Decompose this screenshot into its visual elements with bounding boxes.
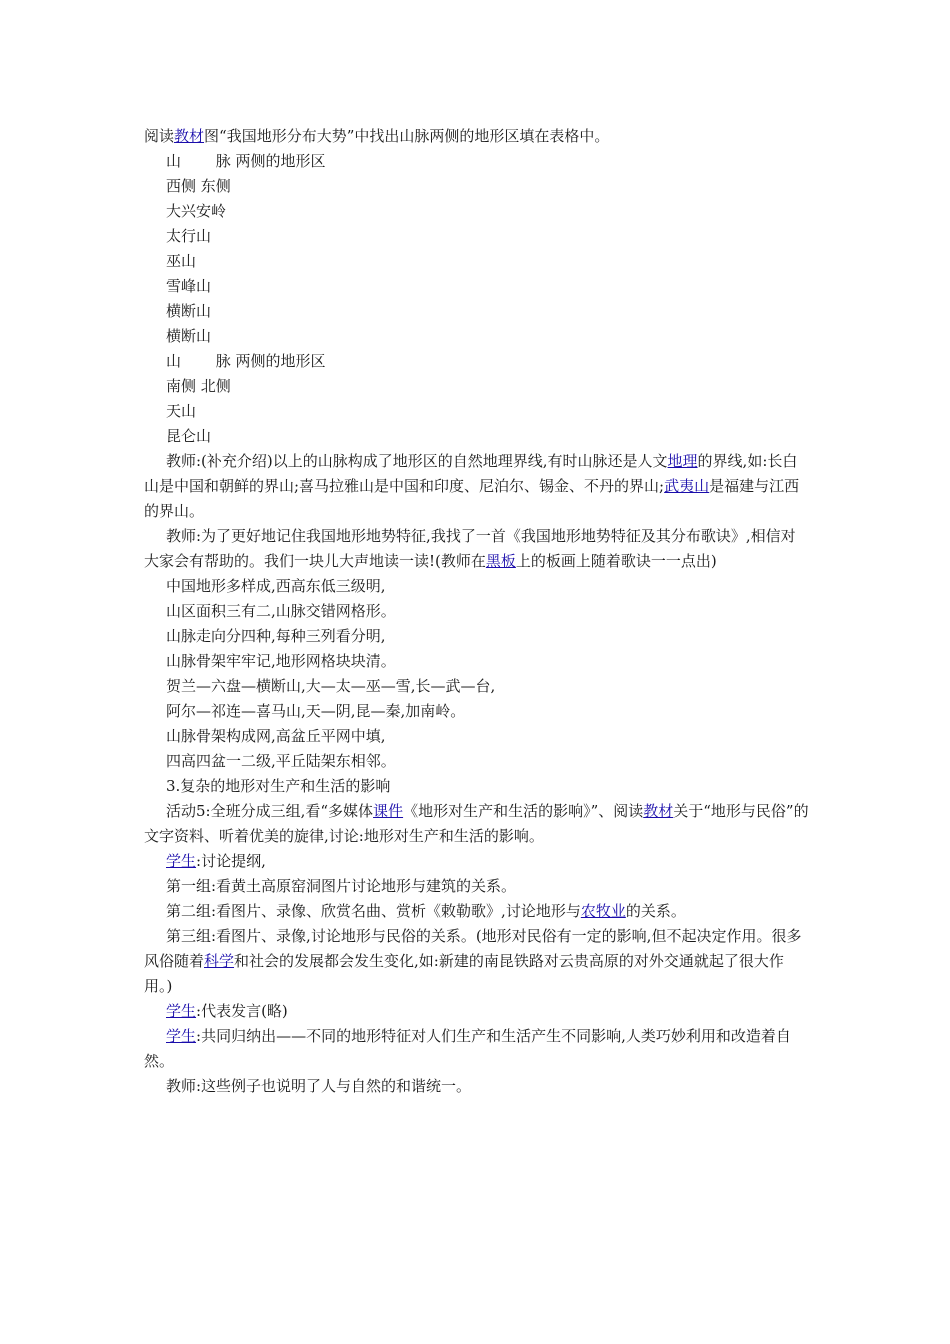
paragraph [144, 224, 810, 249]
keyword-link[interactable]: 学生 [166, 1002, 197, 1020]
paragraph-text: 横断山 [166, 302, 212, 320]
paragraph-text: 上的板画上随着歌诀一一点出) [515, 552, 717, 570]
paragraph [144, 149, 810, 174]
paragraph [144, 899, 810, 924]
paragraph-text: :代表发言(略) [196, 1002, 288, 1020]
paragraph-text: :讨论提纲, [196, 852, 266, 870]
paragraph [144, 674, 810, 699]
paragraph [144, 599, 810, 624]
paragraph-text: 的界线,如:长白山是中国和朝鲜的界山;喜马拉雅山是中国和印度、尼泊尔、锡金、不丹的界山; [144, 452, 798, 495]
keyword-link[interactable]: 教材 [643, 802, 674, 820]
keyword-link[interactable]: 科学 [204, 952, 235, 970]
paragraph-text: 《地形对生产和生活的影响》”、阅读 [403, 802, 644, 820]
paragraph-text: 图“我国地形分布大势”中找出山脉两侧的地形区填在表格中。 [204, 127, 610, 145]
paragraph [144, 774, 810, 799]
paragraph [144, 799, 810, 849]
keyword-link[interactable]: 武夷山 [664, 477, 710, 495]
paragraph-text: 横断山 [166, 327, 212, 345]
keyword-link[interactable]: 教材 [174, 127, 205, 145]
paragraph-text: 3.复杂的地形对生产和生活的影响 [166, 777, 391, 795]
paragraph-text: 阅读 [144, 127, 175, 145]
paragraph-text: 第一组:看黄土高原窑洞图片讨论地形与建筑的关系。 [166, 877, 517, 895]
paragraph-text: 教师:这些例子也说明了人与自然的和谐统一。 [166, 1077, 472, 1095]
keyword-link[interactable]: 学生 [166, 852, 197, 870]
paragraph-text: 中国地形多样成,西高东低三级明, [166, 577, 386, 595]
paragraph-text: 天山 [166, 402, 197, 420]
paragraph [144, 999, 810, 1024]
keyword-link[interactable]: 农牧业 [580, 902, 626, 920]
paragraph-text: 山 脉 两侧的地形区 [166, 152, 326, 170]
paragraph [144, 749, 810, 774]
paragraph [144, 874, 810, 899]
paragraph-text: 大兴安岭 [166, 202, 227, 220]
paragraph [144, 849, 810, 874]
paragraph-text: 雪峰山 [166, 277, 212, 295]
paragraph-text: 活动5:全班分成三组,看“多媒体 [166, 802, 374, 820]
keyword-link[interactable]: 地理 [667, 452, 698, 470]
paragraph [144, 524, 810, 574]
keyword-link[interactable]: 学生 [166, 1027, 197, 1045]
paragraph [144, 624, 810, 649]
paragraph [144, 449, 810, 524]
paragraph-text: 巫山 [166, 252, 197, 270]
paragraph [144, 699, 810, 724]
keyword-link[interactable]: 课件 [373, 802, 404, 820]
paragraph [144, 349, 810, 374]
paragraph-text: 山脉走向分四种,每种三列看分明, [166, 627, 386, 645]
paragraph [144, 324, 810, 349]
paragraph-text: 贺兰—六盘—横断山,大—太—巫—雪,长—武—台, [166, 677, 496, 695]
paragraph-text: 和社会的发展都会发生变化,如:新建的南昆铁路对云贵高原的对外交通就起了很大作用。) [144, 952, 784, 995]
document-body [144, 124, 810, 1099]
paragraph [144, 199, 810, 224]
paragraph [144, 174, 810, 199]
paragraph [144, 1024, 810, 1074]
paragraph [144, 924, 810, 999]
paragraph [144, 399, 810, 424]
paragraph-text: 教师:为了更好地记住我国地形地势特征,我找了一首《我国地形地势特征及其分布歌诀》,相信对大家会有帮助的。我们一块儿大声地读一读!(教师在 [144, 527, 796, 570]
paragraph [144, 124, 810, 149]
paragraph-text: 第三组:看图片、录像,讨论地形与民俗的关系。(地形对民俗有一定的影响,但不起决定作用。很多风俗随着 [144, 927, 802, 970]
paragraph [144, 299, 810, 324]
paragraph-text: 山脉骨架牢牢记,地形网格块块清。 [166, 652, 396, 670]
paragraph-text: 山脉骨架构成网,高盆丘平网中填, [166, 727, 386, 745]
paragraph-text: 第二组:看图片、录像、欣赏名曲、赏析《敕勒歌》,讨论地形与 [166, 902, 581, 920]
paragraph [144, 274, 810, 299]
paragraph-text: 太行山 [166, 227, 212, 245]
paragraph [144, 649, 810, 674]
paragraph-text: 是福建与江西的界山。 [144, 477, 800, 520]
keyword-link[interactable]: 黑板 [485, 552, 516, 570]
paragraph [144, 574, 810, 599]
paragraph-text: 的关系。 [625, 902, 686, 920]
paragraph-text: 昆仑山 [166, 427, 212, 445]
paragraph-text: 教师:(补充介绍)以上的山脉构成了地形区的自然地理界线,有时山脉还是人文 [166, 452, 668, 470]
paragraph [144, 1074, 810, 1099]
paragraph-text: 四高四盆一二级,平丘陆架东相邻。 [166, 752, 396, 770]
paragraph-text: 山 脉 两侧的地形区 [166, 352, 326, 370]
paragraph-text: 关于“地形与民俗”的文字资料、听着优美的旋律,讨论:地形对生产和生活的影响。 [144, 802, 809, 845]
paragraph-text: :共同归纳出——不同的地形特征对人们生产和生活产生不同影响,人类巧妙利用和改造着自然。 [144, 1027, 791, 1070]
paragraph [144, 374, 810, 399]
paragraph [144, 249, 810, 274]
paragraph-text: 西侧 东侧 [166, 177, 231, 195]
paragraph-text: 南侧 北侧 [166, 377, 231, 395]
paragraph-text: 山区面积三有二,山脉交错网格形。 [166, 602, 396, 620]
paragraph [144, 424, 810, 449]
paragraph-text: 阿尔—祁连—喜马山,天—阴,昆—秦,加南岭。 [166, 702, 466, 720]
paragraph [144, 724, 810, 749]
